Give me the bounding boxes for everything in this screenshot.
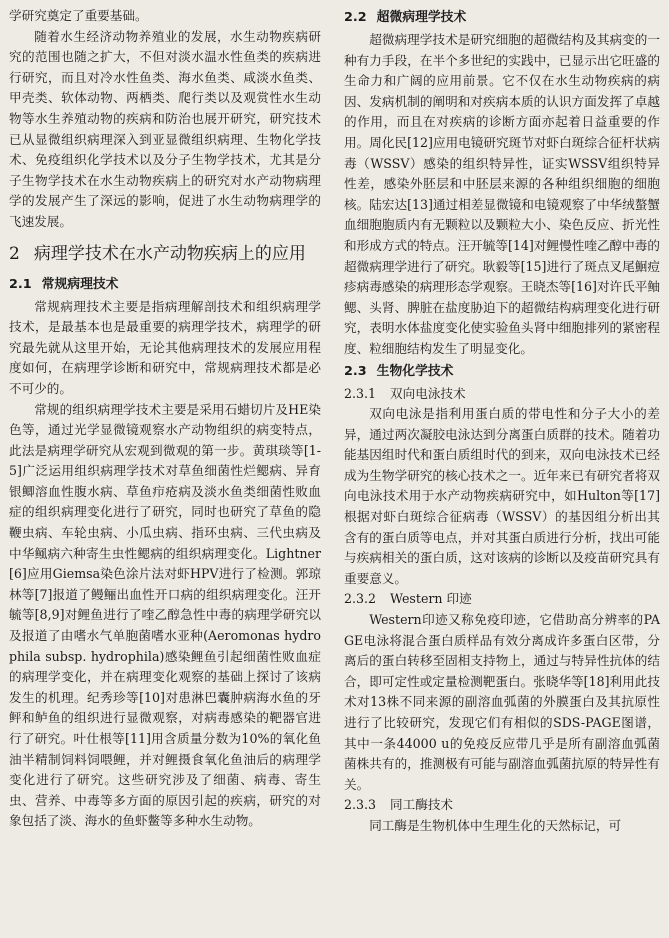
left-column bbox=[9, 6, 321, 832]
section-2-3-2-heading bbox=[344, 589, 660, 610]
intro-tail-paragraph: 学研究奠定了重要基础。 bbox=[9, 8, 148, 23]
section-2-3-3-number: 2.3.3 bbox=[344, 797, 377, 813]
section-2-title: 病理学技术在水产动物疾病上的应用 bbox=[33, 243, 306, 264]
section-2-3-number: 2.3 bbox=[344, 363, 367, 379]
section-2-3-3-heading bbox=[344, 795, 660, 816]
isozyme-paragraph: 同工酶是生物机体中生理生化的天然标记，可 bbox=[369, 817, 622, 833]
western-blot-paragraph: Western印迹又称免疫印迹，它借助高分辨率的PAGE电泳将混合蛋白质样品有效分离成许多蛋白区带，分离后的蛋白转移至固相支持物上，通过与特异性抗体的结合，即可定性或定量检测靶蛋白。张晓华等[18]利用此技术对13株不同来源的副溶血弧菌的外膜蛋白及其抗原性进行了比较研究，发现它们有相似的SDS-PAGE图谱，其中一条44000 u的免疫反应带几乎是所有副溶血弧菌菌株共有的，推测极有可能与副溶血弧菌抗原的特异性有关。 bbox=[344, 612, 660, 792]
section-2-3-2-title: Western 印迹 bbox=[390, 591, 472, 607]
section-2-3-1-number: 2.3.1 bbox=[344, 385, 377, 401]
ultrastructure-paragraph: 超微病理学技术是研究细胞的超微结构及其病变的一种有力手段，在半个多世纪的实践中，已显示出它旺盛的生命力和广阔的应用前景。它不仅在水生动物疾病的病因、发病机制的阐明和对疾病本质的认识方面发挥了卓越的作用，而且在对疾病的诊断方面亦起着日益重要的作用。周化民[12]应用电镜研究斑节对虾白斑综合征杆状病毒（WSSV）感染的组织特异性，证实WSSV组织特异性差，感染外胚层和中胚层来源的各种组织细胞的细胞核。陆宏达[13]通过相差显微镜和电镜观察了中华绒螯蟹血细胞胞质内有无颗粒以及颗粒大小、染色反应、折光性和形成方式的特点。汪开毓等[14]对鲤慢性喹乙醇中毒的超微病理学进行了研究。耿毅等[15]进行了斑点叉尾鮰痘疹病毒感染的病理形态学观察。王晓杰等[16]对许氏平鲉鳃、头肾、脾脏在盐度胁迫下的超微结构病理变化进行研究，表明水体盐度变化使实验鱼头肾中细胞排列的紧密程度、粒细胞结构发生了明显变化。 bbox=[344, 32, 660, 356]
section-2-3-1-title: 双向电泳技术 bbox=[390, 385, 466, 401]
section-2-1-number: 2.1 bbox=[9, 276, 32, 292]
section-2-number: 2 bbox=[9, 243, 20, 264]
section-2-3-3-title: 同工酶技术 bbox=[390, 797, 454, 813]
section-2-3-heading bbox=[344, 362, 660, 382]
right-column bbox=[344, 6, 660, 837]
routine-pathology-paragraph-2: 常规的组织病理学技术主要是采用石蜡切片及HE染色等，通过光学显微镜观察水产动物组织的病变特点，此法是病理学研究从宏观到微观的第一步。黄琪琰等[1-5]广泛运用组织病理学技术对草鱼细菌性烂鳃病、异育银鲫溶血性腹水病、草鱼疖疮病及淡水鱼类细菌性败血症的组织病理变化进行了研究，同时也研究了草鱼的隐鞭虫病、车轮虫病、小瓜虫病、指环虫病、三代虫病及中华鲺病六种寄生虫性鳃病的组织病理变化。Lightner[6]应用Giemsa染色涂片法对虾HPV进行了检测。郭琼林等[7]报道了鳗鲡出血性开口病的组织病理变化。汪开毓等[8,9]对鲤鱼进行了喹乙醇急性中毒的病理学研究以及报道了由嗜水气单胞菌嗜水亚种(Aeromonas hydrophila subsp. hydrophila)感染鲤鱼引起细菌性败血症的病理学变化，并在病理变化观察的基础上探讨了该病发生的机理。纪秀珍等[10]对患淋巴囊肿病海水鱼的牙鲆和鲈鱼的组织进行显微观察，对病毒感染的靶器官进行了研究。叶仕根等[11]用含质量分数为10%的氧化鱼油半精制饲料饲喂鲤，并对鲤摄食氧化鱼油后的病理学变化进行了研究。这些研究涉及了细菌、病毒、寄生虫、营养、中毒等多方面的原因引起的疾病，研究的对象包括了淡、海水的鱼虾鳖等多种水生动物。 bbox=[9, 401, 321, 829]
section-2-3-title: 生物化学技术 bbox=[376, 363, 454, 379]
electrophoresis-paragraph: 双向电泳是指利用蛋白质的带电性和分子大小的差异，通过两次凝胶电泳达到分离蛋白质群的技术。随着功能基因组时代和蛋白质组时代的到来，双向电泳技术已经成为生物学研究的核心技术之一。近年来已有研究者将双向电泳技术用于水产动物疾病研究中，如Hulton等[17]根据对虾白斑综合征病毒（WSSV）的基因组分析出其含有的蛋白质等电点，并对其蛋白质进行分析，找出可能与疾病相关的蛋白质，这对该病的诊断以及疫苗研究具有重要意义。 bbox=[344, 406, 660, 586]
section-2-1-title: 常规病理技术 bbox=[41, 276, 119, 292]
routine-pathology-paragraph-1: 常规病理技术主要是指病理解剖技术和组织病理学技术，是最基本也是最重要的病理学技术，病理学的研究最先就从这里开始，无论其他病理技术的发展应用程度如何，在病理学诊断和研究中，常规病理技术都是必不可少的。 bbox=[9, 298, 321, 396]
section-2-3-2-number: 2.3.2 bbox=[344, 591, 377, 607]
section-2-heading bbox=[9, 243, 321, 265]
section-2-2-number: 2.2 bbox=[344, 10, 367, 25]
section-2-2-heading bbox=[344, 8, 660, 28]
development-paragraph: 随着水生经济动物养殖业的发展，水生动物疾病研究的范围也随之扩大，不但对淡水温水性鱼类的疾病进行研究，而且对冷水性鱼类、海水鱼类、咸淡水鱼类、甲壳类、软体动物、两栖类、爬行类以及观赏性水生动物等水生养殖动物的疾病和防治也展开研究，研究技术已从显微组织病理深入到亚显微组织病理、生物化学技术、免疫组织化学技术以及分子生物学技术，尤其是分子生物学技术在水生动物疾病上的研究对水产动物病理学的发展产生了深远的影响，促进了水生动物病理学的飞速发展。 bbox=[9, 28, 321, 229]
section-2-2-title: 超微病理学技术 bbox=[376, 10, 467, 25]
section-2-1-heading bbox=[9, 275, 321, 295]
section-2-3-1-heading bbox=[344, 384, 660, 405]
